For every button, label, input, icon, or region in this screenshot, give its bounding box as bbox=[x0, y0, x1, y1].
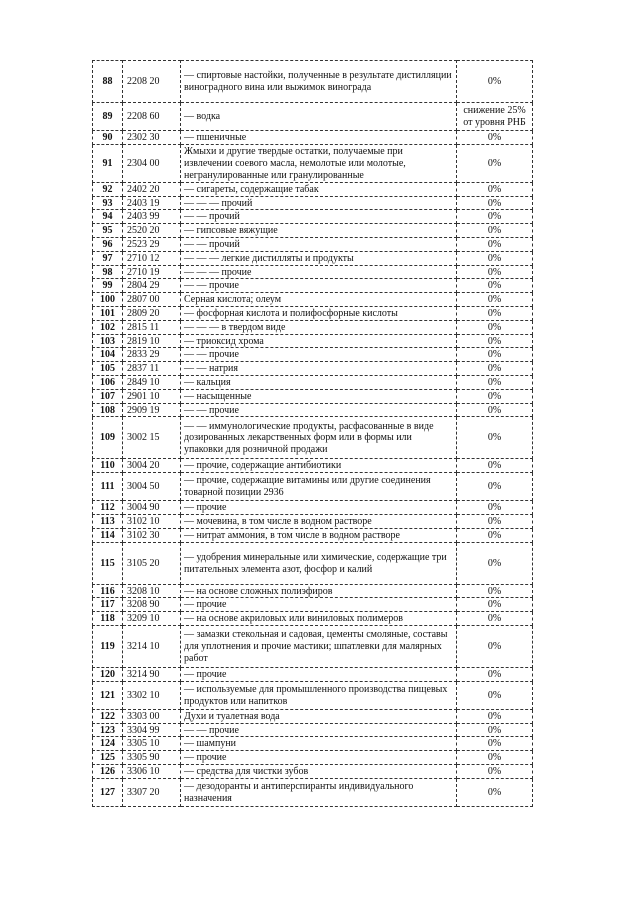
item-description: — средства для чистки зубов bbox=[181, 764, 457, 778]
tariff-code: 3208 90 bbox=[123, 598, 181, 612]
tariff-code: 3214 90 bbox=[123, 667, 181, 681]
row-number: 108 bbox=[93, 403, 123, 417]
table-row bbox=[93, 514, 533, 528]
table-row bbox=[93, 251, 533, 265]
row-number: 122 bbox=[93, 709, 123, 723]
table-row bbox=[93, 584, 533, 598]
row-number: 103 bbox=[93, 334, 123, 348]
table-row bbox=[93, 131, 533, 145]
rate-value: 0% bbox=[457, 293, 533, 307]
item-description: — — натрия bbox=[181, 362, 457, 376]
row-number: 101 bbox=[93, 306, 123, 320]
row-number: 88 bbox=[93, 61, 123, 103]
item-description: — прочие bbox=[181, 598, 457, 612]
table-row bbox=[93, 681, 533, 709]
rate-value: 0% bbox=[457, 306, 533, 320]
rate-value: 0% bbox=[457, 320, 533, 334]
table-row bbox=[93, 389, 533, 403]
table-row bbox=[93, 764, 533, 778]
row-number: 89 bbox=[93, 103, 123, 131]
tariff-code: 3002 15 bbox=[123, 417, 181, 459]
tariff-code: 2909 19 bbox=[123, 403, 181, 417]
table-row bbox=[93, 709, 533, 723]
row-number: 126 bbox=[93, 764, 123, 778]
rate-value: 0% bbox=[457, 778, 533, 806]
row-number: 98 bbox=[93, 265, 123, 279]
table-row bbox=[93, 348, 533, 362]
tariff-code: 2819 10 bbox=[123, 334, 181, 348]
tariff-code: 3209 10 bbox=[123, 612, 181, 626]
tariff-code: 2837 11 bbox=[123, 362, 181, 376]
table-row bbox=[93, 334, 533, 348]
rate-value: 0% bbox=[457, 667, 533, 681]
item-description: — гипсовые вяжущие bbox=[181, 224, 457, 238]
rate-value: 0% bbox=[457, 182, 533, 196]
tariff-table bbox=[92, 60, 533, 807]
tariff-code: 3102 10 bbox=[123, 514, 181, 528]
tariff-code: 3303 00 bbox=[123, 709, 181, 723]
tariff-code: 3004 90 bbox=[123, 501, 181, 515]
row-number: 92 bbox=[93, 182, 123, 196]
row-number: 96 bbox=[93, 237, 123, 251]
table-row bbox=[93, 224, 533, 238]
table-row bbox=[93, 61, 533, 103]
table-row bbox=[93, 667, 533, 681]
tariff-document-page bbox=[92, 60, 532, 807]
tariff-code: 3214 10 bbox=[123, 625, 181, 667]
rate-value: 0% bbox=[457, 210, 533, 224]
item-description: — прочие bbox=[181, 751, 457, 765]
row-number: 90 bbox=[93, 131, 123, 145]
tariff-code: 2208 60 bbox=[123, 103, 181, 131]
rate-value: 0% bbox=[457, 131, 533, 145]
row-number: 109 bbox=[93, 417, 123, 459]
rate-value: 0% bbox=[457, 723, 533, 737]
row-number: 120 bbox=[93, 667, 123, 681]
row-number: 93 bbox=[93, 196, 123, 210]
row-number: 117 bbox=[93, 598, 123, 612]
rate-value: 0% bbox=[457, 501, 533, 515]
tariff-code: 2710 19 bbox=[123, 265, 181, 279]
item-description: — — прочие bbox=[181, 723, 457, 737]
rate-value: 0% bbox=[457, 265, 533, 279]
rate-value: 0% bbox=[457, 764, 533, 778]
rate-value: 0% bbox=[457, 625, 533, 667]
row-number: 105 bbox=[93, 362, 123, 376]
rate-value: 0% bbox=[457, 459, 533, 473]
table-row bbox=[93, 612, 533, 626]
table-row bbox=[93, 279, 533, 293]
tariff-code: 3004 50 bbox=[123, 473, 181, 501]
table-row bbox=[93, 210, 533, 224]
tariff-code: 2523 29 bbox=[123, 237, 181, 251]
table-row bbox=[93, 306, 533, 320]
rate-value: 0% bbox=[457, 403, 533, 417]
rate-value: 0% bbox=[457, 362, 533, 376]
rate-value: 0% bbox=[457, 681, 533, 709]
row-number: 95 bbox=[93, 224, 123, 238]
tariff-code: 3304 99 bbox=[123, 723, 181, 737]
tariff-code: 2403 19 bbox=[123, 196, 181, 210]
item-description: — — — легкие дистилляты и продукты bbox=[181, 251, 457, 265]
item-description: — насыщенные bbox=[181, 389, 457, 403]
item-description: — используемые для промышленного производства пищевых продуктов или напитков bbox=[181, 681, 457, 709]
table-row bbox=[93, 542, 533, 584]
tariff-code: 2304 00 bbox=[123, 144, 181, 182]
table-row bbox=[93, 320, 533, 334]
rate-value: 0% bbox=[457, 598, 533, 612]
rate-value: 0% bbox=[457, 279, 533, 293]
table-row bbox=[93, 417, 533, 459]
tariff-code: 3004 20 bbox=[123, 459, 181, 473]
table-row bbox=[93, 196, 533, 210]
table-row bbox=[93, 362, 533, 376]
table-row bbox=[93, 103, 533, 131]
item-description: — — иммунологические продукты, расфасованные в виде дозированных лекарственных форм или в формы или упаковки для розничной продажи bbox=[181, 417, 457, 459]
table-row bbox=[93, 625, 533, 667]
rate-value: 0% bbox=[457, 224, 533, 238]
row-number: 107 bbox=[93, 389, 123, 403]
item-description: Серная кислота; олеум bbox=[181, 293, 457, 307]
row-number: 99 bbox=[93, 279, 123, 293]
table-row bbox=[93, 182, 533, 196]
row-number: 114 bbox=[93, 528, 123, 542]
table-row bbox=[93, 737, 533, 751]
item-description: — — — в твердом виде bbox=[181, 320, 457, 334]
table-row bbox=[93, 723, 533, 737]
item-description: — триоксид хрома bbox=[181, 334, 457, 348]
item-description: — фосфорная кислота и полифосфорные кислоты bbox=[181, 306, 457, 320]
tariff-code: 2804 29 bbox=[123, 279, 181, 293]
tariff-code: 2807 00 bbox=[123, 293, 181, 307]
item-description: — водка bbox=[181, 103, 457, 131]
table-row bbox=[93, 501, 533, 515]
rate-value: 0% bbox=[457, 514, 533, 528]
tariff-code: 3302 10 bbox=[123, 681, 181, 709]
rate-value: 0% bbox=[457, 334, 533, 348]
rate-value: 0% bbox=[457, 528, 533, 542]
row-number: 119 bbox=[93, 625, 123, 667]
table-row bbox=[93, 751, 533, 765]
tariff-code: 2208 20 bbox=[123, 61, 181, 103]
rate-value: 0% bbox=[457, 389, 533, 403]
item-description: — прочие, содержащие антибиотики bbox=[181, 459, 457, 473]
row-number: 111 bbox=[93, 473, 123, 501]
item-description: — мочевина, в том числе в водном растворе bbox=[181, 514, 457, 528]
table-row bbox=[93, 528, 533, 542]
row-number: 100 bbox=[93, 293, 123, 307]
rate-value: 0% bbox=[457, 709, 533, 723]
table-row bbox=[93, 237, 533, 251]
row-number: 125 bbox=[93, 751, 123, 765]
table-row bbox=[93, 598, 533, 612]
item-description: — нитрат аммония, в том числе в водном растворе bbox=[181, 528, 457, 542]
rate-value: 0% bbox=[457, 751, 533, 765]
row-number: 118 bbox=[93, 612, 123, 626]
tariff-code: 2520 20 bbox=[123, 224, 181, 238]
item-description: — спиртовые настойки, полученные в результате дистилляции виноградного вина или выжимок винограда bbox=[181, 61, 457, 103]
rate-value: 0% bbox=[457, 542, 533, 584]
item-description: — — прочие bbox=[181, 279, 457, 293]
rate-value: 0% bbox=[457, 196, 533, 210]
tariff-code: 2901 10 bbox=[123, 389, 181, 403]
row-number: 124 bbox=[93, 737, 123, 751]
tariff-code: 2809 20 bbox=[123, 306, 181, 320]
row-number: 123 bbox=[93, 723, 123, 737]
row-number: 97 bbox=[93, 251, 123, 265]
tariff-code: 2402 20 bbox=[123, 182, 181, 196]
row-number: 91 bbox=[93, 144, 123, 182]
item-description: — дезодоранты и антиперспиранты индивидуального назначения bbox=[181, 778, 457, 806]
item-description: — — прочие bbox=[181, 403, 457, 417]
table-row bbox=[93, 265, 533, 279]
item-description: — замазки стекольная и садовая, цементы смоляные, составы для уплотнения и прочие мастики; шпатлевки для малярных работ bbox=[181, 625, 457, 667]
row-number: 116 bbox=[93, 584, 123, 598]
rate-value: 0% bbox=[457, 61, 533, 103]
item-description: — удобрения минеральные или химические, содержащие три питательных элемента азот, фосфор и калий bbox=[181, 542, 457, 584]
item-description: Жмыхи и другие твердые остатки, получаемые при извлечении соевого масла, немолотые или молотые, негранулированные или гранулированные bbox=[181, 144, 457, 182]
tariff-code: 2815 11 bbox=[123, 320, 181, 334]
row-number: 102 bbox=[93, 320, 123, 334]
item-description: — сигареты, содержащие табак bbox=[181, 182, 457, 196]
item-description: — на основе сложных полиэфиров bbox=[181, 584, 457, 598]
item-description: — прочие bbox=[181, 667, 457, 681]
row-number: 104 bbox=[93, 348, 123, 362]
table-row bbox=[93, 459, 533, 473]
tariff-code: 3105 20 bbox=[123, 542, 181, 584]
rate-value: снижение 25% от уровня РНБ bbox=[457, 103, 533, 131]
item-description: — шампуни bbox=[181, 737, 457, 751]
table-row bbox=[93, 375, 533, 389]
row-number: 121 bbox=[93, 681, 123, 709]
item-description: — — прочие bbox=[181, 348, 457, 362]
tariff-code: 2849 10 bbox=[123, 375, 181, 389]
row-number: 106 bbox=[93, 375, 123, 389]
item-description: — — прочий bbox=[181, 237, 457, 251]
row-number: 112 bbox=[93, 501, 123, 515]
tariff-code: 2302 30 bbox=[123, 131, 181, 145]
tariff-code: 3307 20 bbox=[123, 778, 181, 806]
item-description: — — прочий bbox=[181, 210, 457, 224]
tariff-code: 3208 10 bbox=[123, 584, 181, 598]
row-number: 94 bbox=[93, 210, 123, 224]
table-row bbox=[93, 403, 533, 417]
tariff-code: 3306 10 bbox=[123, 764, 181, 778]
table-row bbox=[93, 473, 533, 501]
row-number: 127 bbox=[93, 778, 123, 806]
item-description: — кальция bbox=[181, 375, 457, 389]
item-description: — — — прочий bbox=[181, 196, 457, 210]
table-row bbox=[93, 293, 533, 307]
tariff-code: 2710 12 bbox=[123, 251, 181, 265]
rate-value: 0% bbox=[457, 144, 533, 182]
item-description: — на основе акриловых или виниловых полимеров bbox=[181, 612, 457, 626]
row-number: 113 bbox=[93, 514, 123, 528]
tariff-code: 2403 99 bbox=[123, 210, 181, 224]
rate-value: 0% bbox=[457, 584, 533, 598]
rate-value: 0% bbox=[457, 375, 533, 389]
row-number: 110 bbox=[93, 459, 123, 473]
rate-value: 0% bbox=[457, 473, 533, 501]
rate-value: 0% bbox=[457, 348, 533, 362]
rate-value: 0% bbox=[457, 737, 533, 751]
item-description: — прочие, содержащие витамины или другие соединения товарной позиции 2936 bbox=[181, 473, 457, 501]
tariff-code: 3102 30 bbox=[123, 528, 181, 542]
rate-value: 0% bbox=[457, 237, 533, 251]
tariff-code: 2833 29 bbox=[123, 348, 181, 362]
row-number: 115 bbox=[93, 542, 123, 584]
table-row bbox=[93, 778, 533, 806]
item-description: — пшеничные bbox=[181, 131, 457, 145]
rate-value: 0% bbox=[457, 417, 533, 459]
rate-value: 0% bbox=[457, 251, 533, 265]
item-description: — прочие bbox=[181, 501, 457, 515]
table-row bbox=[93, 144, 533, 182]
tariff-code: 3305 10 bbox=[123, 737, 181, 751]
rate-value: 0% bbox=[457, 612, 533, 626]
item-description: Духи и туалетная вода bbox=[181, 709, 457, 723]
item-description: — — — прочие bbox=[181, 265, 457, 279]
tariff-code: 3305 90 bbox=[123, 751, 181, 765]
